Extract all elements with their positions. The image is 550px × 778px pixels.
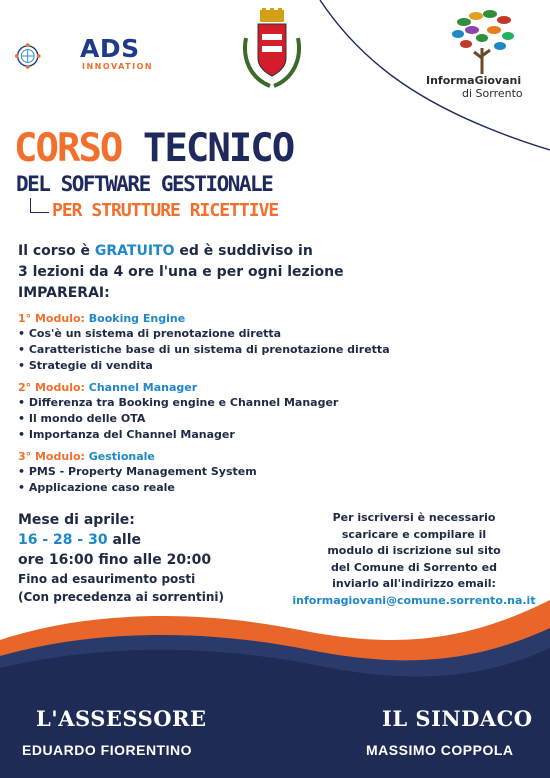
signup-line: scaricare e compilare il <box>341 527 487 541</box>
assessore-name: EDUARDO FIORENTINO <box>22 742 192 758</box>
module-heading: 1° Modulo: Booking Engine <box>18 312 186 325</box>
dates-time: ore 16:00 fino alle 20:00 <box>18 552 212 568</box>
module-2 <box>18 381 438 443</box>
course-title <box>14 126 293 171</box>
module-3 <box>18 450 438 496</box>
course-title-corso: CORSO <box>14 126 122 171</box>
ads-logo-tagline: INNOVATION <box>82 62 154 71</box>
signup-email-link[interactable]: informagiovani@comune.sorrento.na.it <box>292 593 536 607</box>
sindaco-title: IL SINDACO <box>382 706 533 731</box>
assessore-title: L'ASSESSORE <box>36 706 207 731</box>
free-highlight: GRATUITO <box>94 243 175 259</box>
signup-line: del Comune di Sorrento ed <box>330 560 498 574</box>
signup-line: inviarlo all'indirizzo email: <box>332 577 496 590</box>
informagiovani-subtitle: di Sorrento <box>462 87 523 100</box>
module-heading: 3° Modulo: Gestionale <box>18 450 155 463</box>
signup-line: Per iscriversi è necessario <box>332 511 496 524</box>
signup-line: modulo di iscrizione sul sito <box>327 544 501 557</box>
intro-line2: 3 lezioni da 4 ore l'una e per ogni lezione <box>18 264 344 280</box>
intro-line1: Il corso è GRATUITO ed è suddiviso in <box>18 243 313 259</box>
dates-note-availability: Fino ad esaurimento posti <box>18 572 196 586</box>
dates-days: 16 - 28 - 30 alle <box>18 532 141 548</box>
course-intro <box>18 241 398 304</box>
sindaco-name: MASSIMO COPPOLA <box>366 742 514 758</box>
dates-note-priority: (Con precedenza ai sorrentini) <box>18 590 224 604</box>
sorrento-crest-icon <box>240 8 304 90</box>
module-item: • Differenza tra Booking engine e Channel Manager <box>18 396 339 409</box>
course-subtitle-line1: DEL SOFTWARE GESTIONALE <box>16 172 273 196</box>
module-item: • Strategie di vendita <box>18 359 153 372</box>
ads-logo-name: ADS <box>80 34 140 63</box>
module-1 <box>18 312 438 374</box>
module-item: • Importanza del Channel Manager <box>18 428 235 441</box>
course-subtitle-line2: PER STRUTTURE RICETTIVE <box>52 200 279 221</box>
course-title-tecnico: TECNICO <box>121 126 294 171</box>
dates-month: Mese di aprile: <box>18 512 135 528</box>
ads-logo-icon <box>14 26 78 86</box>
intro-line3: IMPARERAI: <box>18 285 110 301</box>
module-item: • Caratteristiche base di un sistema di prenotazione diretta <box>18 343 390 356</box>
module-item: • PMS - Property Management System <box>18 465 257 478</box>
module-item: • Cos'è un sistema di prenotazione diretta <box>18 327 282 340</box>
course-dates <box>18 510 278 606</box>
module-item: • Applicazione caso reale <box>18 481 175 494</box>
module-item: • Il mondo delle OTA <box>18 412 146 425</box>
informagiovani-tree-icon <box>446 8 522 76</box>
title-bracket-decoration <box>30 198 49 213</box>
module-heading: 2° Modulo: Channel Manager <box>18 381 198 394</box>
modules-list <box>18 312 438 503</box>
informagiovani-name: InformaGiovani <box>426 74 522 87</box>
signup-info <box>286 510 542 609</box>
